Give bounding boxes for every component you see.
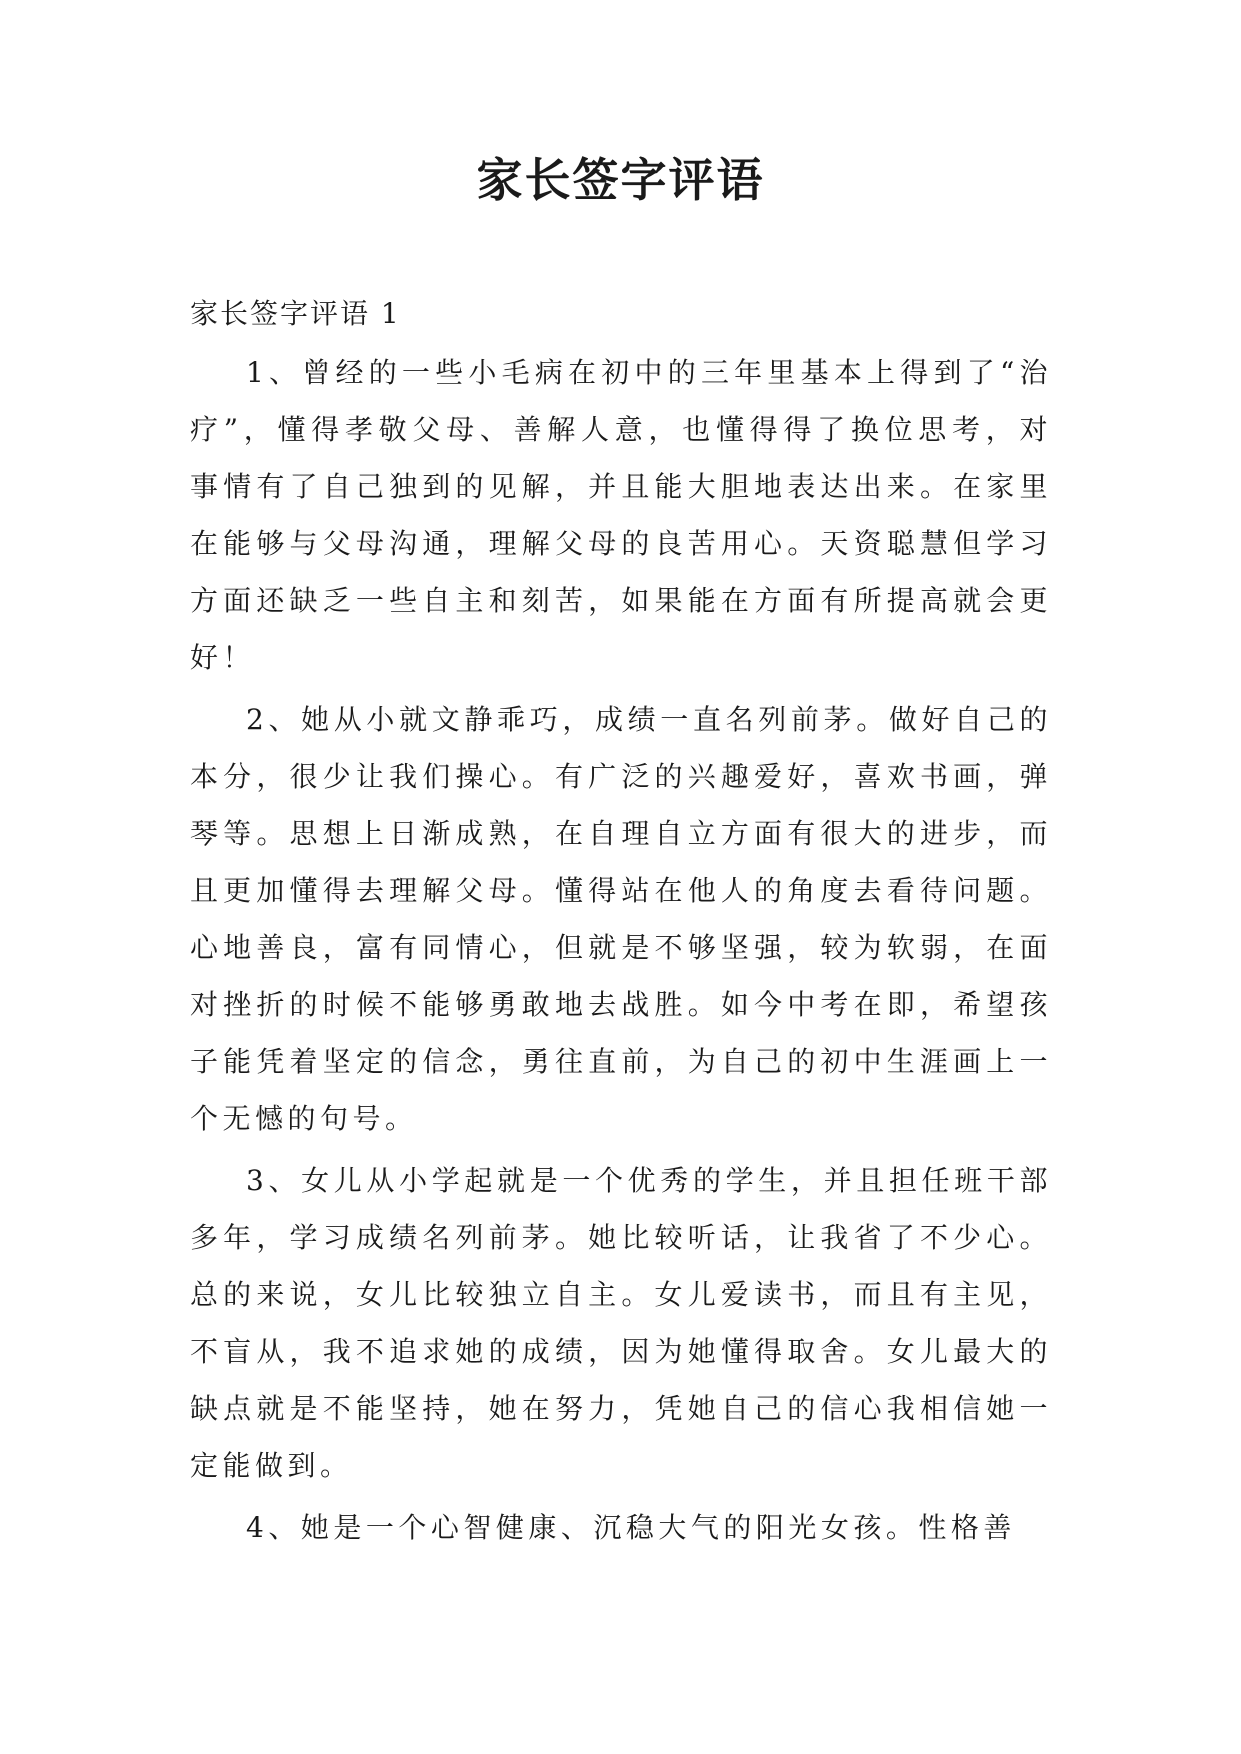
paragraph-4: 4、她是一个心智健康、沉稳大气的阳光女孩。性格善 — [246, 1511, 1016, 1544]
paragraph-3: 3、女儿从小学起就是一个优秀的学生，并且担任班干部多年，学习成绩名列前茅。她比较听话，让我省了不少心。总的来说，女儿比较独立自主。女儿爱读书，而且有主见，不盲从，我不追求她的成绩，因为她懂得取舍。女儿最大的缺点就是不能坚持，她在努力，凭她自己的信心我相信她一定能做到。 — [190, 1164, 1052, 1482]
section-heading: 家长签字评语 1 — [190, 297, 401, 330]
document-body — [190, 288, 1052, 1556]
paragraph-1: 1、曾经的一些小毛病在初中的三年里基本上得到了“治疗”，懂得孝敬父母、善解人意，也懂得得了换位思考，对事情有了自己独到的见解，并且能大胆地表达出来。在家里在能够与父母沟通，理解父母的良苦用心。天资聪慧但学习方面还缺乏一些自主和刻苦，如果能在方面有所提高就会更好！ — [190, 356, 1052, 674]
document-title: 家长签字评语 — [476, 153, 765, 207]
paragraph-2: 2、她从小就文静乖巧，成绩一直名列前茅。做好自己的本分，很少让我们操心。有广泛的兴趣爱好，喜欢书画，弹琴等。思想上日渐成熟，在自理自立方面有很大的进步，而且更加懂得去理解父母。懂得站在他人的角度去看待问题。心地善良，富有同情心，但就是不够坚强，较为软弱，在面对挫折的时候不能够勇敢地去战胜。如今中考在即，希望孩子能凭着坚定的信念，勇往直前，为自己的初中生涯画上一个无憾的句号。 — [190, 703, 1052, 1135]
